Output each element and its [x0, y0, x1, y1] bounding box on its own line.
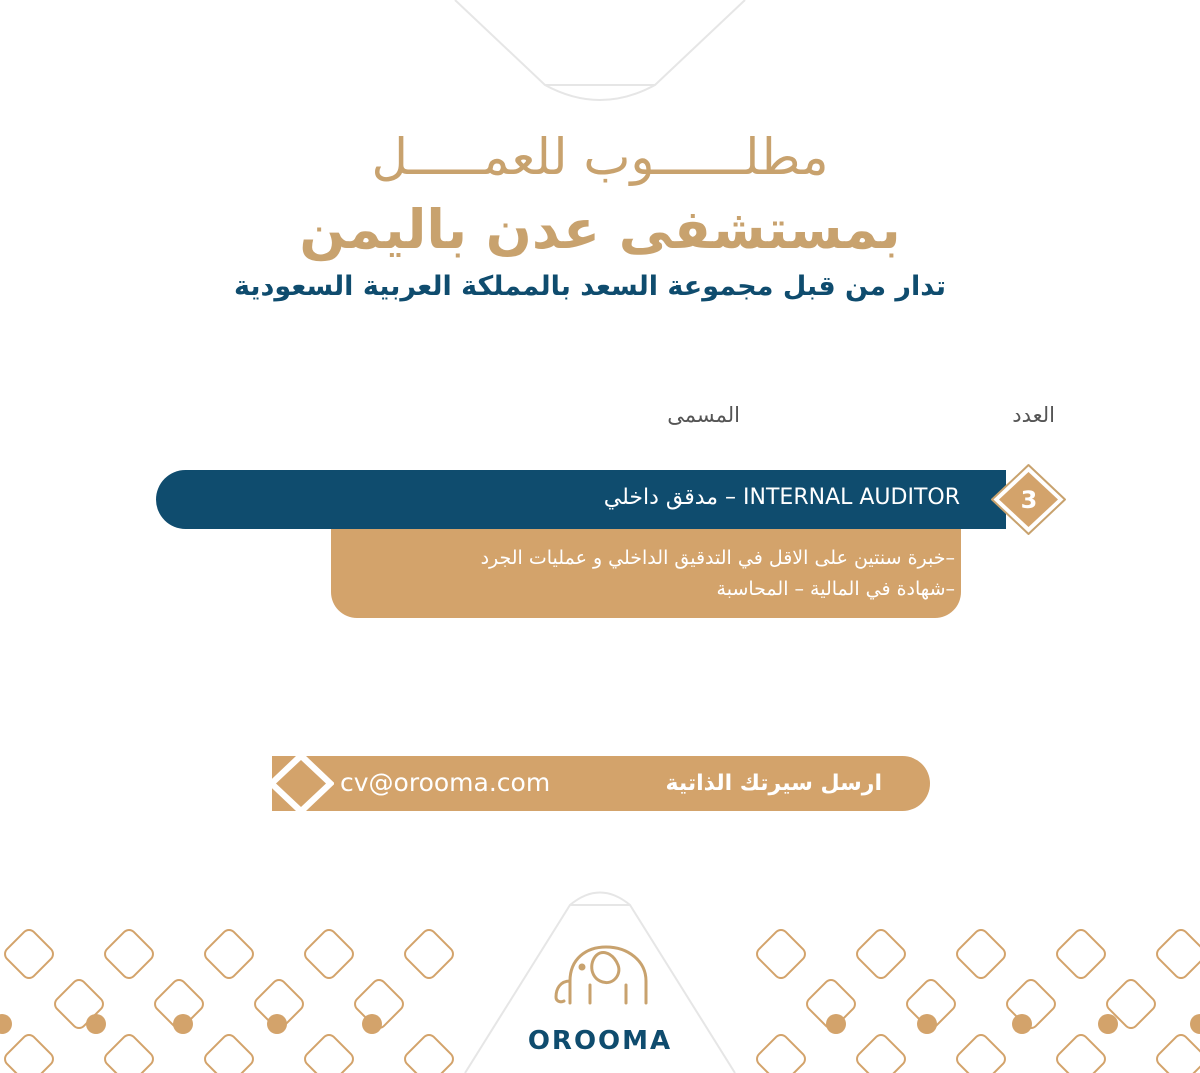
- cta-diamond-icon: [268, 752, 334, 815]
- left-diamond-pattern: [2, 927, 456, 1073]
- left-dot-pattern: [0, 1014, 382, 1034]
- headline-subtitle: تدار من قبل مجموعة السعد بالمملكة العربية السعودية: [234, 271, 946, 302]
- top-chevron-divider: [455, 0, 745, 85]
- requirement-item: –خبرة سنتين على الاقل في التدقيق الداخلي و عمليات الجرد: [480, 547, 955, 569]
- requirement-item: –شهادة في المالية – المحاسبة: [716, 578, 955, 600]
- job-title-label: INTERNAL AUDITOR – مدقق داخلي: [603, 485, 960, 510]
- column-header-title: المسمى: [667, 403, 740, 427]
- cta-email-link[interactable]: cv@orooma.com: [340, 768, 551, 797]
- headline-wanted: مطلــــــوب للعمـــــل: [371, 128, 829, 186]
- cta-send-cv-label: ارسل سيرتك الذاتية الي:: [665, 771, 882, 851]
- headline-hospital: بمستشفى عدن باليمن: [299, 198, 901, 261]
- column-header-count: العدد: [1012, 403, 1055, 427]
- job-count-value: 3: [1020, 486, 1038, 514]
- right-diamond-pattern: [754, 927, 1200, 1073]
- elephant-icon: [552, 935, 652, 1015]
- brand-name: OROOMA: [527, 1026, 673, 1056]
